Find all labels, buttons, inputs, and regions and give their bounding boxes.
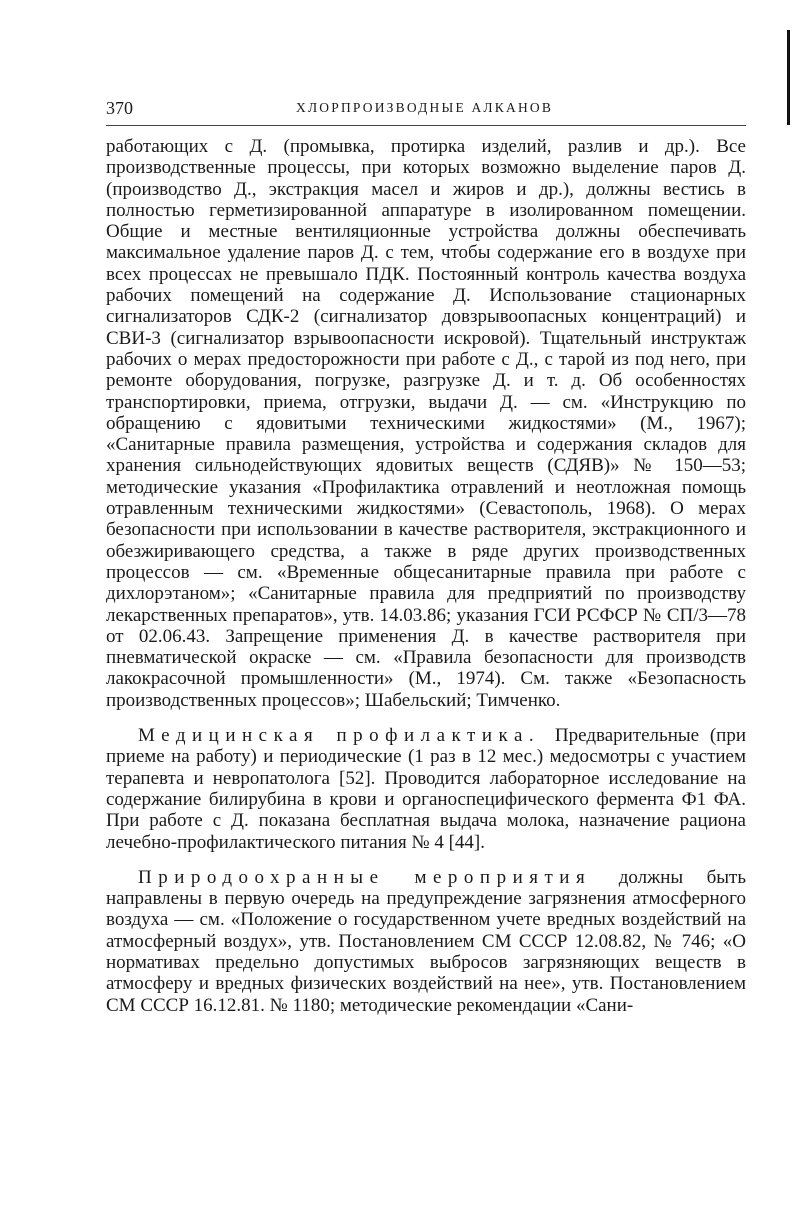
section-lead-medical-prophylaxis: Медицинская профилактика.: [138, 725, 541, 747]
paragraph-text: работающих с Д. (промывка, протирка изделий, разлив и др.). Все производственные процессы, при которых возможно выделение паров Д. (производство Д., экстракция масел и жиров и др.), должны вестись в полностью герметизированной аппаратуре в изолированном помещении. Общие и местные вентиляционные устройства должны обеспечивать максимальное удаление паров Д. с тем, чтобы содержание его в воздухе при всех процессах не превышало ПДК. Постоянный контроль качества воздуха рабочих помещений на содержание Д. Использование стационарных сигнализаторов СДК-2 (сигнализатор довзрывоопасных концентраций) и СВИ-3 (сигнализатор взрывоопасности искровой). Тщательный инструктаж рабочих о мерах предосторожности при работе с Д., с тарой из под него, при ремонте оборудования, погрузке, разгрузке Д. и т. д. Об особенностях транспортировки, приема, отгрузки, выдачи Д. — см. «Инструкцию по обращению с ядовитыми техническими жидкостями» (М., 1967); «Санитарные правила размещения, устройства и содержания складов для хранения сильнодействующих ядовитых веществ (СДЯВ)» № 150—53; методические указания «Профилактика отравлений и неотложная помощь отравленным техническими жидкостями» (Севастополь, 1968). О мерах безопасности при использовании в качестве растворителя, экстракционного и обезжиривающего средства, а также в ряде других производственных процессов — см. «Временные общесанитарные правила при работе с дихлорэтаном»; «Санитарные правила для предприятий по производству лекарственных препаратов», утв. 14.03.86; указания ГСИ РСФСР № СП/3—78 от 02.06.43. Запрещение применения Д. в качестве растворителя при пневматической окраске — см. «Правила безопасности для производств лакокрасочной промышленности» (М., 1974). См. также «Безопасность производственных процессов»; Шабельский; Тимченко.: [106, 136, 746, 711]
page-header: [106, 98, 746, 122]
page-edge-mark: [787, 30, 790, 125]
paragraph-text: должны быть направлены в первую очередь на предупреждение загрязнения атмосферного воздуха — см. «Положение о государственном учете вредных воздействий на атмосферный воздух», утв. Постановлением СМ СССР 12.08.82, № 746; «О нормативах предельно допустимых выбросов загрязняющих веществ в атмосферу и вредных физических воздействий на нее», утв. Постановлением СМ СССР 16.12.81. № 1180; методические рекомендации «Сани-: [106, 866, 747, 1016]
page-number: 370: [106, 98, 133, 118]
section-lead-environmental-measures: Природоохранные мероприятия: [138, 866, 592, 888]
running-title: ХЛОРПРОИЗВОДНЫЕ АЛКАНОВ: [296, 100, 554, 115]
paragraph-continuation: [106, 136, 746, 711]
paragraph-environmental-measures: [106, 867, 746, 1016]
paragraph-text: Предварительные (при приеме на работу) и периодические (1 раз в 12 мес.) медосмотры с участием терапевта и невропатолога [52]. Проводится лабораторное исследование на содержание билирубина в крови и органоспецифического фермента Ф1 ФА. При работе с Д. показана бесплатная выдача молока, назначение рациона лечебно-профилактического питания № 4 [44].: [106, 725, 747, 853]
body-text: [106, 136, 746, 1016]
header-rule: [106, 125, 746, 126]
paragraph-medical-prophylaxis: [106, 725, 746, 853]
